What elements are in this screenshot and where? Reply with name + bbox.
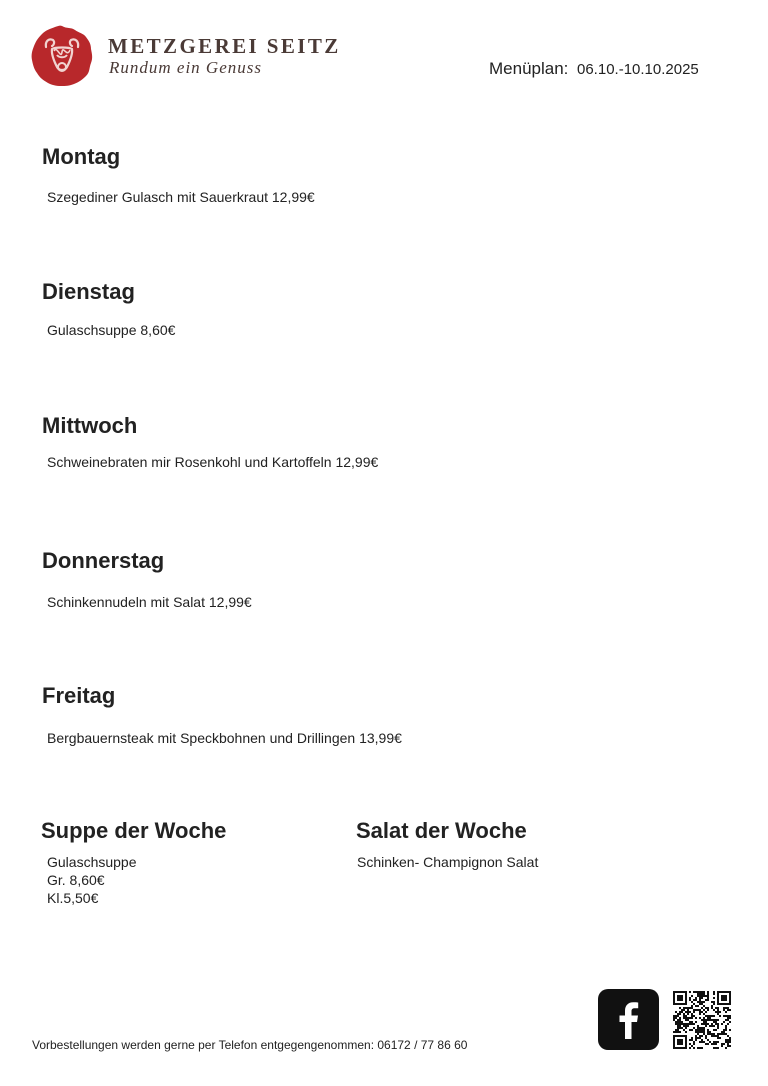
brand-tagline: Rundum ein Genuss xyxy=(109,58,262,77)
day-title-freitag: Freitag xyxy=(42,683,116,708)
menu-plan-label: Menüplan: xyxy=(489,59,569,78)
soup-of-week-title: Suppe der Woche xyxy=(41,818,227,843)
preorder-phone-text: Vorbestellungen werden gerne per Telefon entgegengenommen: 06172 / 77 86 60 xyxy=(32,1038,468,1052)
soup-of-week-details xyxy=(47,853,137,907)
menu-plan-date: 06.10.-10.10.2025 xyxy=(577,61,699,78)
dish-freitag: Bergbauernsteak mit Speckbohnen und Drillingen 13,99€ xyxy=(47,730,402,746)
dish-dienstag: Gulaschsuppe 8,60€ xyxy=(47,322,176,338)
salad-of-week-title: Salat der Woche xyxy=(356,818,527,843)
dish-mittwoch: Schweinebraten mir Rosenkohl und Kartoffeln 12,99€ xyxy=(47,454,379,470)
salad-of-week-details xyxy=(357,853,538,871)
soup-line: Kl.5,50€ xyxy=(47,890,99,906)
soup-line: Gr. 8,60€ xyxy=(47,872,105,888)
facebook-f-glyph-icon xyxy=(598,989,659,1050)
day-title-dienstag: Dienstag xyxy=(42,279,135,304)
metzgerei-seitz-logo-icon xyxy=(31,25,93,87)
qr-code-icon[interactable] xyxy=(673,991,731,1049)
day-title-mittwoch: Mittwoch xyxy=(42,413,138,438)
day-title-montag: Montag xyxy=(42,144,121,169)
facebook-icon[interactable] xyxy=(598,989,659,1050)
dish-montag: Szegediner Gulasch mit Sauerkraut 12,99€ xyxy=(47,189,315,205)
dish-donnerstag: Schinkennudeln mit Salat 12,99€ xyxy=(47,594,252,610)
salad-line: Schinken- Champignon Salat xyxy=(357,854,539,870)
soup-line: Gulaschsuppe xyxy=(47,854,137,870)
day-title-donnerstag: Donnerstag xyxy=(42,548,165,573)
brand-name: METZGEREI SEITZ xyxy=(108,34,341,58)
